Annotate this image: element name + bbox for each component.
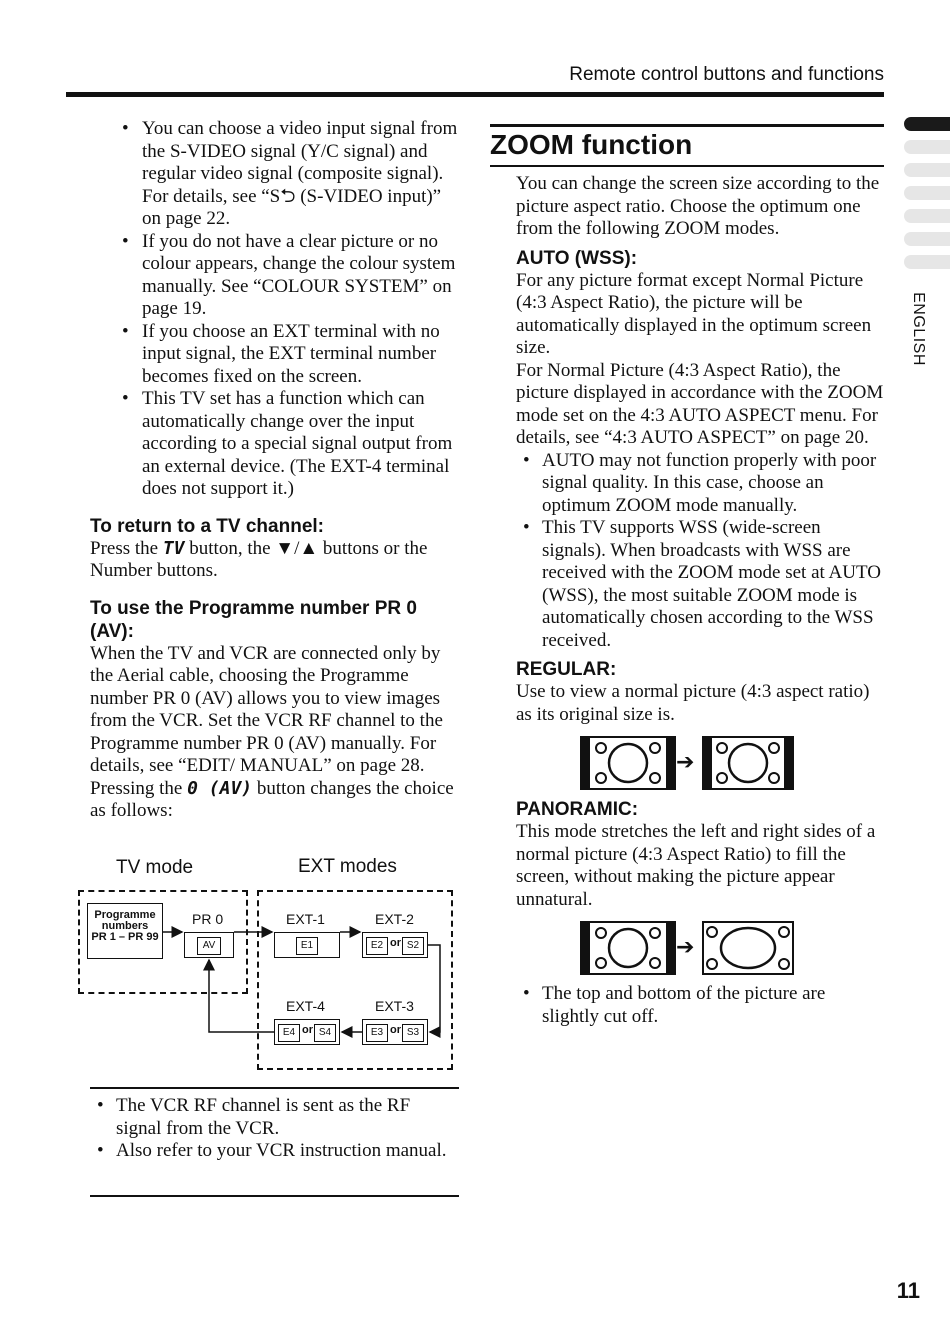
text: button, the ▼/▲ buttons or the Number buttons. [90, 537, 428, 581]
page-number: 11 [896, 1278, 920, 1303]
auto-paragraph-2: For Normal Picture (4:3 Aspect Ratio), the picture displayed in accordance with the ZOOM mode set on the 4:3 AUTO ASPECT menu. For details, see “4:3 AUTO ASPECT” on page 20. [516, 359, 884, 448]
e2-key: E2 [366, 937, 388, 955]
s4-key: S4 [314, 1024, 336, 1042]
tv-button-glyph: TV [162, 537, 185, 559]
header-rule [66, 92, 884, 97]
input-cycle-diagram [74, 850, 460, 1080]
diagram-arrows [74, 850, 460, 1080]
text: button changes the choice as follows: [90, 777, 454, 821]
pr0-label: PR 0 [192, 911, 224, 927]
input-bullets [90, 118, 460, 501]
section-tab [904, 163, 950, 177]
right-column [516, 173, 884, 1028]
pressing-paragraph [90, 778, 460, 823]
regular-result-icon [702, 736, 794, 790]
return-paragraph [90, 538, 460, 583]
notes-rule-bottom [90, 1195, 459, 1197]
programme-numbers-label: Programme numbers [94, 909, 156, 932]
list-item: • Also refer to your VCR instruction manual. [90, 1140, 459, 1163]
ext2-label: EXT-2 [375, 911, 414, 927]
list-item: • This TV set has a function which can automatically change over the input according to a special signal output from an external device. (The EXT-4 terminal does not support it.) [90, 388, 460, 501]
or-label: or [390, 937, 401, 949]
s2-key: S2 [402, 937, 424, 955]
list-item: • You can choose a video input signal from the S-VIDEO signal (Y/C signal) and regular video signal (composite signal). For details, see “S⮌ (S-VIDEO input)” on page 22. [90, 118, 460, 231]
panoramic-paragraph: This mode stretches the left and right sides of a normal picture (4:3 Aspect Ratio) to fill the screen, without making the picture appear unnatural. [516, 821, 876, 910]
regular-aspect-illustration [580, 736, 884, 790]
or-label: or [390, 1024, 401, 1036]
av-button-glyph: 0 (AV) [187, 777, 253, 799]
language-tab [906, 288, 930, 370]
notes-rule-top [90, 1087, 459, 1089]
auto-wss-heading: AUTO (WSS): [516, 247, 638, 269]
list-item: • If you choose an EXT terminal with no input signal, the EXT terminal number becomes fixed on the screen. [90, 321, 460, 389]
language-label: ENGLISH [910, 292, 927, 366]
arrow-right-icon: ➔ [676, 750, 695, 775]
panoramic-result-icon [702, 921, 794, 975]
ext-modes-label: EXT modes [298, 856, 397, 877]
tv-mode-label: TV mode [116, 857, 194, 878]
list-item: • This TV supports WSS (wide-screen signals). When broadcasts with WSS are received with the ZOOM mode set at AUTO (WSS), the most suitable ZOOM mode is automatically chosen according to the WSS received. [516, 517, 884, 652]
pr0-paragraph: When the TV and VCR are connected only by the Aerial cable, choosing the Programme number PR 0 (AV) allows you to view images from the VCR. Set the VCR RF channel to the Programme number PR 0 (AV) manually. For details, see “EDIT/ MANUAL” on page 28. [90, 642, 443, 776]
running-header: Remote control buttons and functions [569, 64, 884, 85]
auto-paragraph-1: For any picture format except Normal Picture (4:3 Aspect Ratio), the picture will be automatically displayed in the optimum screen size. [516, 269, 872, 358]
zoom-rule-bottom [490, 165, 884, 167]
ext3-label: EXT-3 [375, 998, 414, 1014]
ext1-label: EXT-1 [286, 911, 325, 927]
return-heading: To return to a TV channel: [90, 515, 324, 537]
av-key: AV [197, 937, 221, 955]
e1-key: E1 [296, 937, 318, 955]
s3-key: S3 [402, 1024, 424, 1042]
e3-key: E3 [366, 1024, 388, 1042]
vcr-notes [90, 1095, 459, 1163]
zoom-intro: You can change the screen size according to the picture aspect ratio. Choose the optimum one from the following ZOOM modes. [516, 173, 880, 239]
ext4-label: EXT-4 [286, 998, 325, 1014]
arrow-right-icon: ➔ [676, 935, 695, 960]
list-item: • The top and bottom of the picture are slightly cut off. [516, 983, 884, 1028]
text: Press the [90, 537, 163, 559]
normal-picture-icon [580, 921, 676, 975]
or-label: or [302, 1024, 313, 1036]
normal-picture-icon [580, 736, 676, 790]
section-tab [904, 186, 950, 200]
left-column [90, 118, 460, 823]
section-tab-active [904, 117, 950, 131]
panoramic-heading: PANORAMIC: [516, 799, 639, 820]
panoramic-aspect-illustration [580, 921, 884, 975]
section-tab [904, 209, 950, 223]
text: Pressing the [90, 777, 188, 799]
zoom-section-title: ZOOM function [490, 129, 693, 160]
pr0-heading: To use the Programme number PR 0 (AV): [90, 597, 417, 642]
list-item: • AUTO may not function properly with poor signal quality. In this case, choose an optimum ZOOM mode manually. [516, 450, 884, 518]
regular-paragraph: Use to view a normal picture (4:3 aspect ratio) as its original size is. [516, 681, 870, 725]
section-tab [904, 255, 950, 269]
regular-heading: REGULAR: [516, 659, 617, 680]
list-item: • If you do not have a clear picture or no colour appears, change the colour system manually. See “COLOUR SYSTEM” on page 19. [90, 231, 460, 321]
section-tab [904, 232, 950, 246]
pr-range-label: PR 1 – PR 99 [91, 931, 159, 943]
section-tab [904, 140, 950, 154]
e4-key: E4 [278, 1024, 300, 1042]
list-item: • The VCR RF channel is sent as the RF signal from the VCR. [90, 1095, 459, 1140]
